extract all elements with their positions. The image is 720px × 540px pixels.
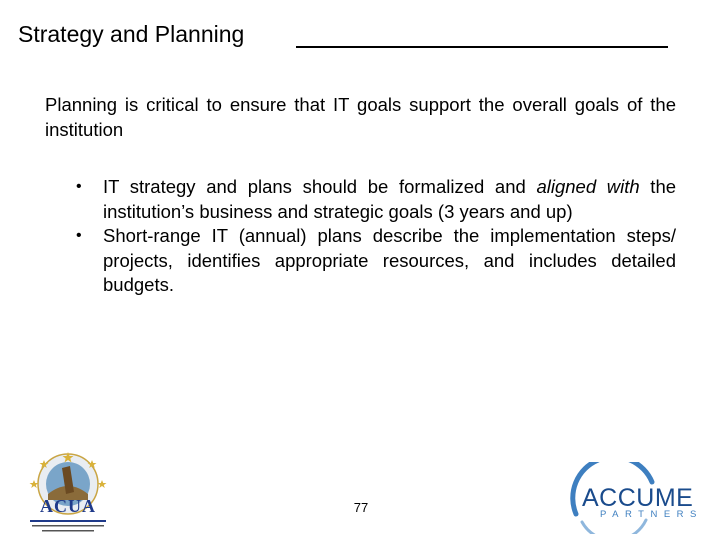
bullet-text: Short-range IT (annual) plans describe the implementation steps/ projects, identifies appropriate resources, and includes detailed budgets. <box>103 225 676 295</box>
slide-title: Strategy and Planning <box>18 21 245 47</box>
bullet-emphasis: aligned with <box>536 176 640 197</box>
bullet-list <box>76 175 677 298</box>
title-underline <box>296 46 668 48</box>
bullet-item <box>76 175 677 224</box>
accume-logo-subtitle: PARTNERS <box>600 509 703 520</box>
bullet-marker: • <box>76 178 82 195</box>
intro-paragraph: Planning is critical to ensure that IT goals support the overall goals of the institution <box>45 94 676 140</box>
bullet-marker: • <box>76 227 82 244</box>
bullet-item <box>76 224 676 298</box>
acua-logo-icon <box>18 448 118 538</box>
bullet-text: IT strategy and plans should be formalized and <box>103 176 537 197</box>
accume-logo-text: ACCUME <box>582 484 694 512</box>
bullet-text-continued: the institution’s business and strategic goals (3 years and up) <box>103 176 677 222</box>
page-number: 77 <box>353 500 369 515</box>
acua-logo-text: ACUA <box>40 496 96 516</box>
